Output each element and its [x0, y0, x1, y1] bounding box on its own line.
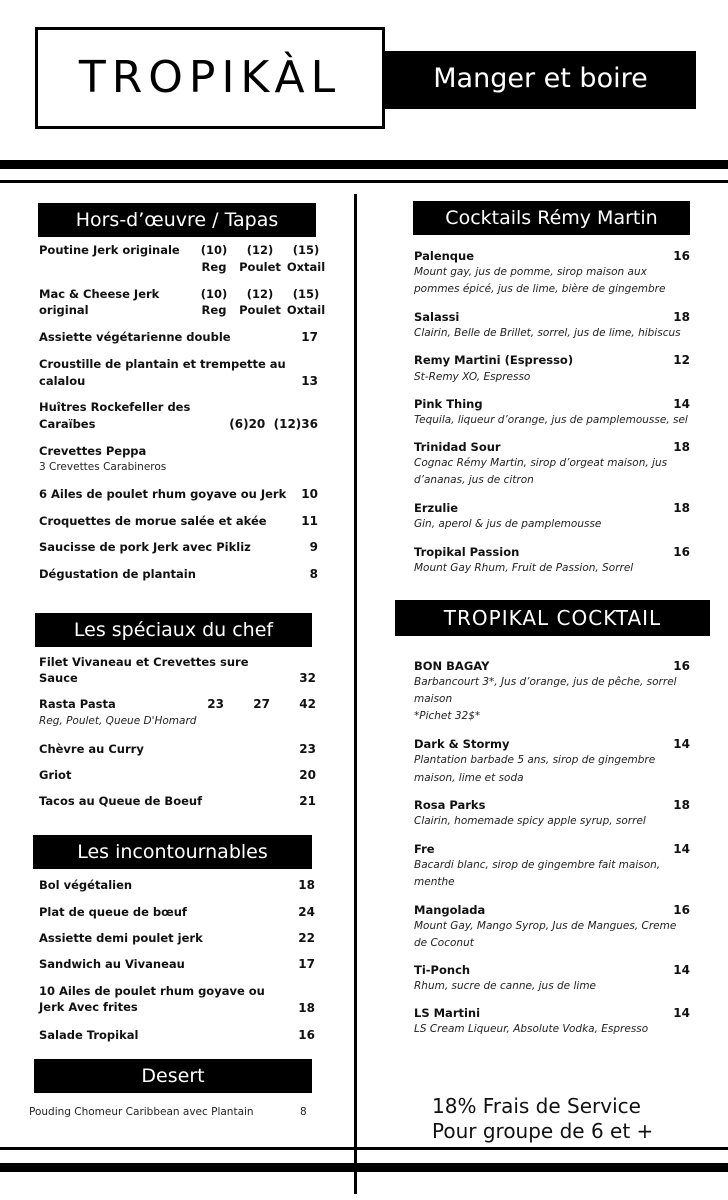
option-price: (10): [200, 287, 228, 301]
menu-item-price: 23: [299, 742, 316, 756]
cocktail-description: d’ananas, jus de citron: [414, 474, 534, 486]
cocktail-name: Trinidad Sour: [414, 440, 501, 454]
option-label: Reg: [201, 260, 227, 274]
menu-item-name: Pouding Chomeur Caribbean avec Plantain: [29, 1106, 254, 1118]
cocktail-name: BON BAGAY: [414, 659, 490, 673]
menu-item-name: Jerk Avec frites: [39, 1000, 138, 1014]
menu-item-name: Crevettes Peppa: [39, 444, 147, 458]
menu-item-name: Dégustation de plantain: [39, 567, 196, 581]
cocktail-price: 14: [673, 737, 690, 751]
cocktail-price: 18: [673, 310, 690, 324]
cocktail-description: Barbancourt 3*, Jus d’orange, jus de pêche, sorrel: [414, 676, 677, 688]
menu-item-price: 18: [298, 1001, 315, 1015]
cocktail-price: 16: [673, 659, 690, 673]
menu-item-price: (6)20 (12)36: [229, 417, 318, 431]
menu-item-name: Tacos au Queue de Boeuf: [39, 794, 203, 808]
desert-header: Desert: [34, 1059, 312, 1093]
menu-item-name: Rasta Pasta: [39, 697, 116, 711]
menu-item-name: Caraïbes: [39, 417, 96, 431]
option-price: (10): [200, 243, 228, 257]
menu-item-name: Croquettes de morue salée et akée: [39, 514, 267, 528]
menu-item-price: 16: [298, 1028, 315, 1042]
menu-item-name: Assiette végétarienne double: [39, 330, 231, 344]
option-price: (15): [292, 243, 320, 257]
menu-item-price: 18: [298, 878, 315, 892]
cocktail-price: 16: [673, 903, 690, 917]
cocktail-description: Mount Gay Rhum, Fruit de Passion, Sorrel: [414, 562, 634, 574]
cocktail-name: Pink Thing: [414, 397, 483, 411]
option-label: Poulet: [239, 303, 281, 317]
menu-item-price: 32: [299, 671, 316, 685]
cocktail-description: Cognac Rémy Martin, sirop d’orgeat maison, jus: [414, 457, 668, 469]
cocktail-name: Mangolada: [414, 903, 486, 917]
menu-item-price: 8: [300, 1106, 307, 1118]
cocktail-price: 14: [673, 397, 690, 411]
menu-item-price: 13: [301, 374, 318, 388]
hors-doeuvre-header: Hors-d’œuvre / Tapas: [38, 203, 316, 237]
cocktail-name: Salassi: [414, 310, 460, 324]
cocktail-name: Fre: [414, 842, 435, 856]
menu-item-name: Sauce: [39, 671, 78, 685]
menu-item-price: 8: [309, 567, 318, 581]
tagline: Manger et boire: [385, 51, 696, 109]
menu-item-name: 10 Ailes de poulet rhum goyave ou: [39, 984, 265, 998]
cocktail-price: 18: [673, 440, 690, 454]
option-price: 23: [207, 697, 224, 711]
cocktail-description: St-Remy XO, Espresso: [414, 371, 531, 383]
cocktail-description: de Coconut: [414, 937, 474, 949]
cocktail-name: Ti-Ponch: [414, 963, 471, 977]
top-divider-thin: [0, 180, 728, 183]
menu-item-name: Assiette demi poulet jerk: [39, 931, 203, 945]
cocktail-price: 12: [673, 353, 690, 367]
option-price: (15): [292, 287, 320, 301]
cocktail-description: *Pichet 32$*: [414, 710, 481, 722]
cocktail-description: Rhum, sucre de canne, jus de lime: [414, 980, 597, 992]
cocktail-name: LS Martini: [414, 1006, 481, 1020]
chef-specials-header: Les spéciaux du chef: [35, 613, 312, 647]
incontournables-header: Les incontournables: [33, 835, 312, 869]
menu-item-price: 17: [298, 957, 315, 971]
menu-item-name: original: [39, 303, 89, 317]
cocktail-description: maison: [414, 693, 453, 705]
top-divider-thick: [0, 160, 728, 169]
menu-item-price: 11: [301, 514, 318, 528]
menu-item-name: Poutine Jerk originale: [39, 243, 180, 257]
option-price: (12): [246, 243, 274, 257]
cocktail-description: menthe: [414, 876, 455, 888]
cocktail-description: Gin, aperol & jus de pamplemousse: [414, 518, 602, 530]
cocktail-price: 18: [673, 798, 690, 812]
logo-box: [35, 27, 385, 129]
menu-item-name: Griot: [39, 768, 72, 782]
menu-item-price: 20: [299, 768, 316, 782]
menu-item-price: 22: [298, 931, 315, 945]
menu-item-name: Salade Tropikal: [39, 1028, 139, 1042]
remy-martin-header: Cocktails Rémy Martin: [413, 201, 690, 235]
menu-item-name: Huîtres Rockefeller des: [39, 400, 191, 414]
cocktail-description: Clairin, Belle de Brillet, sorrel, jus de lime, hibiscus: [414, 327, 681, 339]
menu-item-description: 3 Crevettes Carabineros: [39, 461, 167, 473]
option-price: (12): [246, 287, 274, 301]
option-price: 42: [299, 697, 316, 711]
menu-item-name: Sandwich au Vivaneau: [39, 957, 185, 971]
menu-item-name: Saucisse de pork Jerk avec Pikliz: [39, 540, 251, 554]
service-fee-note: [432, 1094, 653, 1144]
option-label: Oxtail: [286, 260, 326, 274]
menu-item-description: Reg, Poulet, Queue D'Homard: [39, 715, 197, 727]
menu-item-name: 6 Ailes de poulet rhum goyave ou Jerk: [39, 487, 287, 501]
cocktail-name: Palenque: [414, 249, 475, 263]
group-size-line: Pour groupe de 6 et +: [432, 1119, 654, 1143]
cocktail-name: Rosa Parks: [414, 798, 486, 812]
menu-item-name: Croustille de plantain et trempette au: [39, 357, 286, 371]
menu-item-price: 21: [299, 794, 316, 808]
option-label: Poulet: [239, 260, 281, 274]
cocktail-price: 16: [673, 249, 690, 263]
restaurant-logo: TROPIKÀL: [78, 52, 342, 103]
cocktail-price: 18: [673, 501, 690, 515]
menu-item-name: Plat de queue de bœuf: [39, 905, 187, 919]
option-label: Oxtail: [286, 303, 326, 317]
cocktail-name: Tropikal Passion: [414, 545, 520, 559]
cocktail-price: 14: [673, 1006, 690, 1020]
menu-item-price: 17: [301, 330, 318, 344]
cocktail-name: Dark & Stormy: [414, 737, 510, 751]
menu-item-price: 24: [298, 905, 315, 919]
cocktail-description: LS Cream Liqueur, Absolute Vodka, Espresso: [414, 1023, 649, 1035]
menu-item-name: Chèvre au Curry: [39, 742, 144, 756]
option-label: Reg: [201, 303, 227, 317]
cocktail-name: Erzulie: [414, 501, 459, 515]
cocktail-description: Bacardi blanc, sirop de gingembre fait maison,: [414, 859, 661, 871]
cocktail-price: 14: [673, 842, 690, 856]
bottom-divider-thick: [0, 1163, 728, 1172]
cocktail-price: 16: [673, 545, 690, 559]
cocktail-description: pommes épicé, jus de lime, bière de gingembre: [414, 283, 666, 295]
menu-item-price: 9: [309, 540, 318, 554]
menu-item-price: 10: [301, 487, 318, 501]
cocktail-name: Remy Martini (Espresso): [414, 353, 574, 367]
menu-item-name: Mac & Cheese Jerk: [39, 287, 160, 301]
cocktail-description: Clairin, homemade spicy apple syrup, sorrel: [414, 815, 646, 827]
option-price: 27: [253, 697, 270, 711]
tropikal-cocktail-header: TROPIKAL COCKTAIL: [395, 600, 710, 636]
cocktail-description: maison, lime et soda: [414, 772, 524, 784]
menu-item-name: Filet Vivaneau et Crevettes sure: [39, 655, 249, 669]
menu-item-name: Bol végétalien: [39, 878, 133, 892]
cocktail-description: Mount Gay, Mango Syrop, Jus de Mangues, Creme: [414, 920, 677, 932]
cocktail-description: Tequila, liqueur d’orange, jus de pamplemousse, sel: [414, 414, 688, 426]
column-divider: [354, 194, 357, 1194]
service-fee-line: 18% Frais de Service: [432, 1094, 641, 1118]
bottom-divider-thin: [0, 1147, 728, 1150]
cocktail-description: Plantation barbade 5 ans, sirop de gingembre: [414, 754, 656, 766]
menu-item-name: calalou: [39, 374, 86, 388]
cocktail-price: 14: [673, 963, 690, 977]
cocktail-description: Mount gay, jus de pomme, sirop maison aux: [414, 266, 647, 278]
